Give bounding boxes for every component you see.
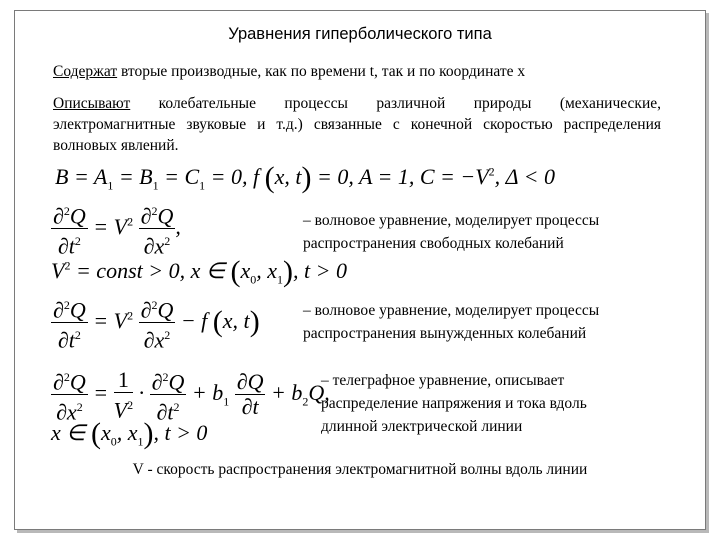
slide xyxy=(14,10,706,530)
intro-line xyxy=(53,63,525,81)
desc-line: длинной электрической линии xyxy=(321,418,523,435)
wave-equation-forced-desc xyxy=(303,299,599,345)
desc-line: распределение напряжения и тока вдоль xyxy=(321,395,587,412)
wave-equation-free: $\frac{\partial^2Q}{\partial t^2}$ = $V^2$ $\frac{\partial^2Q}{\partial x^2}$ , xyxy=(51,199,181,259)
desc-line: распространения свободных колебаний xyxy=(303,235,564,252)
description-paragraph xyxy=(53,93,661,156)
conditions-equation: $B = A_1 = B_1 = C_1 = 0$, f (x, t) = 0, A = 1, $C = -V^2$, Δ < 0 xyxy=(55,161,556,194)
desc-line: распространения вынужденных колебаний xyxy=(303,325,587,342)
telegraph-equation-condition: x ∈ ($x_0$, $x_1$), t > 0 xyxy=(51,417,208,450)
paragraph-keyword: Описывают xyxy=(53,95,131,112)
wave-equation-free-desc xyxy=(303,209,599,255)
wave-equation-free-condition: $V^2$ = const > 0, x ∈ ($x_0$, $x_1$), t > 0 xyxy=(51,255,348,288)
desc-line: – волновое уравнение, моделирует процессы xyxy=(303,212,600,229)
telegraph-equation-desc xyxy=(321,369,587,438)
desc-line: – волновое уравнение, моделирует процессы xyxy=(303,302,600,319)
wave-equation-forced: $\frac{\partial^2Q}{\partial t^2}$ = $V^2$ $\frac{\partial^2Q}{\partial x^2}$ − f (x, t) xyxy=(51,293,260,353)
intro-text: вторые производные, как по времени t, так и по координате x xyxy=(117,63,526,80)
slide-title: Уравнения гиперболического типа xyxy=(228,25,492,43)
telegraph-equation: $\frac{\partial^2Q}{\partial x^2}$ = $\frac{1}{V^2}$ · $\frac{\partial^2Q}{\partial t^2}$ + $b_1$ $\frac{\partial Q}{\partial t}$ + $b_2Q$, xyxy=(53,366,330,425)
intro-keyword: Содержат xyxy=(53,63,118,80)
desc-line: – телеграфное уравнение, описывает xyxy=(321,372,565,389)
paragraph-text: колебательные процессы различной природы (механические, электромагнитные звуковые и т.д.) связанные с конечной скоростью распределения волновых явлений. xyxy=(53,95,661,154)
footer-note: V - скорость распространения электромагнитной волны вдоль линии xyxy=(132,461,588,478)
